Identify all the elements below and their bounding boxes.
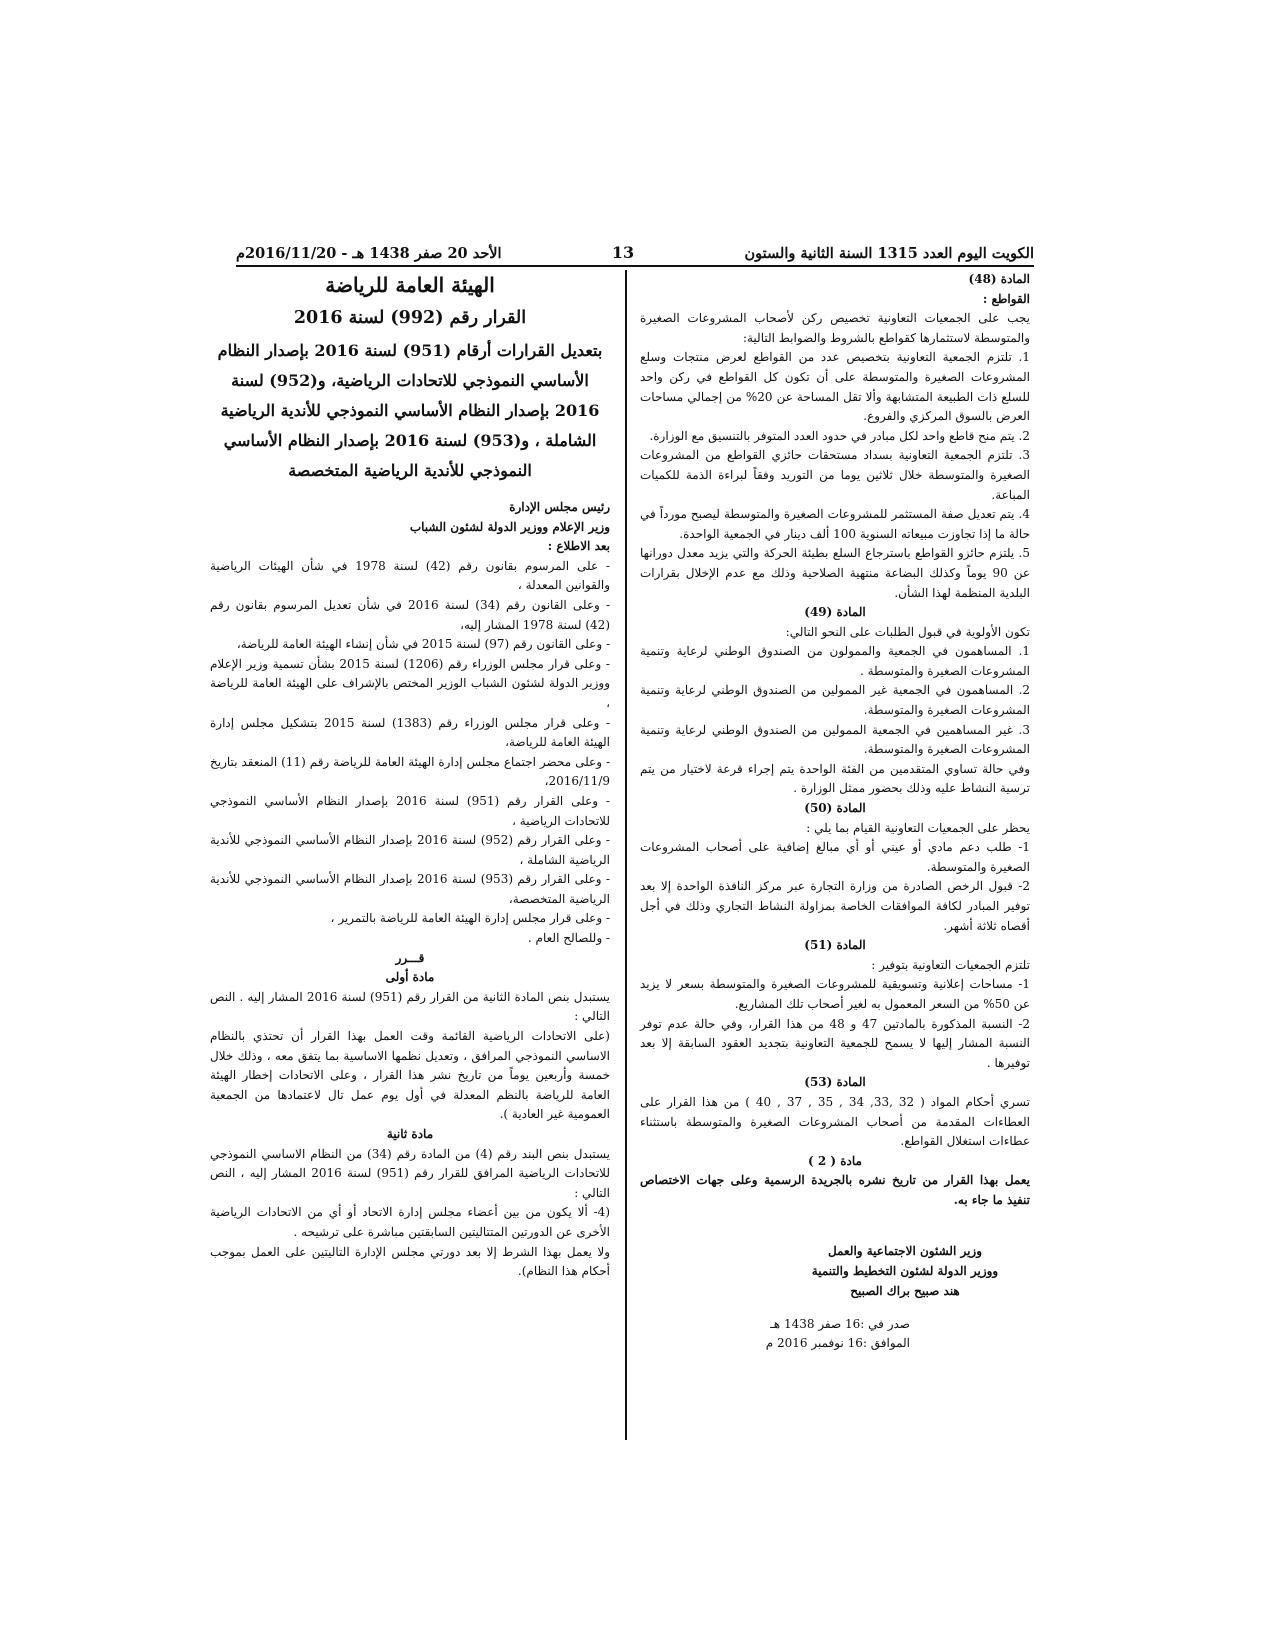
header-date: الأحد 20 صفر 1438 هـ - 2016/11/20م bbox=[236, 245, 502, 262]
list-item: 1. المساهمون في الجمعية والممولون من الصندوق الوطني لرعاية وتنمية المشروعات الصغيرة والمتوسطة . bbox=[640, 644, 1030, 678]
paragraph: (4- ألا يكون من بين أعضاء مجلس إدارة الاتحاد أو أي من الاتحادات الرياضية الأخرى عن الدورتين المتتاليتين السابقتين مباشرة على ترشيحه . bbox=[210, 1205, 610, 1239]
paragraph: يستبدل بنص المادة الثانية من القرار رقم (951) لسنة 2016 المشار إليه . النص التالي : bbox=[210, 989, 611, 1024]
issue-date-hijri: صدر في :16 صفر 1438 هـ bbox=[770, 1316, 910, 1331]
left-column bbox=[210, 270, 610, 1282]
article-heading: المادة (49) bbox=[804, 605, 866, 620]
recital: - وعلى القانون رقم (34) لسنة 2016 في شأن تعديل المرسوم بقانون رقم (42) لسنة 1978 المشار إليه، bbox=[210, 597, 610, 632]
article-heading: المادة (51) bbox=[804, 938, 866, 953]
list-item: 2- قبول الرخص الصادرة من وزارة التجارة عبر مركز النافذة الواحدة إلا بعد توفير المبادر لكافة الموافقات الخاصة بمزاولة النشاط التجاري وذلك في أجل أقصاه ثلاثة أشهر. bbox=[640, 879, 1030, 933]
paragraph: تسري أحكام المواد ( 32 ,33, 34 , 35 , 37 , 40 ) من هذا القرار على العطاءات المقدمة من أصحاب المشروعات الصغيرة والمتوسطة باستثناء عطاءات استغلال القواطع. bbox=[640, 1094, 1030, 1149]
authority-title: الهيئة العامة للرياضة bbox=[325, 273, 495, 297]
list-item: 5. يلتزم حائزو القواطع باسترجاع السلع بطيئة الحركة والتي يزيد معدل دورانها عن 90 يوماً وكذلك البضاعة منتهية الصلاحية وذلك مع عدم الإخلال بقرارات البلدية المنظمة لهذا الشأن. bbox=[640, 546, 1030, 600]
article-heading: المادة (50) bbox=[804, 801, 866, 816]
recital: - وللصالح العام . bbox=[527, 931, 610, 946]
paragraph: ولا يعمل بهذا الشرط إلا بعد دورتي مجلس الإدارة التاليتين على العمل بموجب أحكام هذا النظام). bbox=[210, 1244, 610, 1279]
article-heading: مادة ثانية bbox=[386, 1127, 434, 1141]
paragraph: يستبدل بنص البند رقم (4) من المادة رقم (34) من النظام الاساسي النموذجي للاتحادات الرياضية المرافق للقرار رقم (951) لسنة 2016 المشار إليه ، النص التالي : bbox=[210, 1146, 610, 1200]
issuer-line: رئيس مجلس الإدارة bbox=[509, 500, 610, 514]
recital: - وعلى قرار مجلس إدارة الهيئة العامة للرياضة بالتمرير ، bbox=[330, 911, 610, 926]
list-item: 3. تلتزم الجمعية التعاونية بسداد مستحقات حائزي القواطع من المشروعات الصغيرة والمتوسطة خلال ثلاثين يوما من التوريد وفقاً لبراءة الذمة للكميات المباعة. bbox=[640, 448, 1030, 502]
recital: - وعلى القرار رقم (952) لسنة 2016 بإصدار النظام الأساسي النموذجي للأندية الرياضية الشاملة ، bbox=[210, 833, 610, 867]
paragraph: (على الاتحادات الرياضية القائمة وقت العمل بهذا القرار أن تحتذي بالنظام الاساسي النموذجي المرافق ، وتعديل نظمها الاساسية بما يتفق معه ، وذلك خلال خمسة وأربعين يوماً من تاريخ نشر هذا القرار ، وعلى الاتحادات إخطار الهيئة العامة للرياضة بالنظم المعدلة في أول يوم عمل تال لاعتمادها من الجمعية العمومية غير العادية ). bbox=[210, 1029, 610, 1122]
article-heading: المادة (48) bbox=[968, 272, 1030, 286]
decision-subject: بتعديل القرارات أرقام (951) لسنة 2016 بإصدار النظام الأساسي النموذجي للاتحادات الرياضية، و(952) لسنة 2016 بإصدار النظام الأساسي النموذجي للأندية الرياضية الشاملة ، و(953) لسنة 2016 بإصدار النظام الأساسي النموذجي للأندية الرياضية المتخصصة bbox=[217, 341, 603, 480]
recital: - وعلى القانون رقم (97) لسنة 2015 في شأن إنشاء الهيئة العامة للرياضة، bbox=[236, 637, 610, 652]
signature-block bbox=[780, 1241, 1030, 1301]
decided-heading: قـــرر bbox=[395, 950, 425, 965]
list-item: 2. المساهمون في الجمعية غير الممولين من الصندوق الوطني لرعاية وتنمية المشروعات الصغيرة والمتوسطة. bbox=[640, 683, 1030, 718]
list-item: 1- مساحات إعلانية وتسويقية للمشروعات الصغيرة والمتوسطة بسعر لا يزيد عن 50% من السعر المعمول به لغير أصحاب تلك المشاريع. bbox=[640, 977, 1030, 1011]
paragraph: يحظر على الجمعيات التعاونية القيام بما يلي : bbox=[806, 820, 1030, 835]
paragraph: تكون الأولوية في قبول الطلبات على النحو التالي: bbox=[785, 624, 1030, 639]
paragraph: يجب على الجمعيات التعاونية تخصيص ركن لأصحاب المشروعات الصغيرة والمتوسطة لاستثمارها كقواطع بالشروط والضوابط التالية: bbox=[640, 311, 1030, 345]
list-item: 1. تلتزم الجمعية التعاونية بتخصيص عدد من القواطع لعرض منتجات وسلع المشروعات الصغيرة والمتوسطة على أن تكون كل القواطع في ركن واحد للسلع ذات الطبيعة المتشابهة وألا تقل المساحة عن 20% من إجمالي مساحات العرض بالسوق المركزي والفروع. bbox=[640, 350, 1030, 424]
issue-date-block bbox=[640, 1315, 910, 1354]
preamble-label: بعد الاطلاع : bbox=[547, 539, 610, 554]
recital: - وعلى قرار مجلس الوزراء رقم (1206) لسنة 2015 بشأن تسمية وزير الإعلام ووزير الدولة لشئون الشباب الوزير المختص بالإشراف على الهيئة العامة للرياضة ، bbox=[210, 656, 610, 710]
decision-title: القرار رقم (992) لسنة 2016 bbox=[293, 308, 527, 328]
signature-line: ووزير الدولة لشئون التخطيط والتنمية bbox=[811, 1263, 999, 1278]
recital: - وعلى محضر اجتماع مجلس إدارة الهيئة العامة للرياضة رقم (11) المنعقد بتاريخ 2016/11/9، bbox=[210, 754, 611, 789]
article-heading: مادة ( 2 ) bbox=[808, 1153, 862, 1168]
article-heading: مادة أولى bbox=[385, 970, 435, 985]
right-column bbox=[640, 270, 1030, 1354]
article-heading: المادة (53) bbox=[804, 1075, 866, 1090]
page-number: 13 bbox=[611, 243, 635, 262]
recital: - على المرسوم بقانون رقم (42) لسنة 1978 في شأن الهيئات الرياضية والقوانين المعدلة ، bbox=[210, 558, 610, 593]
column-divider bbox=[625, 270, 627, 1440]
recital: - وعلى القرار رقم (951) لسنة 2016 بإصدار النظام الأساسي النموذجي للاتحادات الرياضية ، bbox=[210, 793, 610, 828]
signature-line: وزير الشئون الاجتماعية والعمل bbox=[827, 1243, 983, 1258]
list-item: 1- طلب دعم مادي أو عيني أو أي مبالغ إضافية على أصحاب المشروعات الصغيرة والمتوسطة. bbox=[640, 840, 1030, 874]
list-item: 3. غير المساهمين في الجمعية الممولين من الصندوق الوطني لرعاية وتنمية المشروعات الصغيرة والمتوسطة. bbox=[640, 722, 1030, 757]
paragraph: تلتزم الجمعيات التعاونية بتوفير : bbox=[871, 957, 1030, 972]
section-label: القواطع : bbox=[982, 291, 1030, 306]
paragraph: يعمل بهذا القرار من تاريخ نشره بالجريدة الرسمية وعلى جهات الاختصاص تنفيذ ما جاء به. bbox=[640, 1173, 1030, 1207]
issue-date-gregorian: الموافق :16 نوفمبر 2016 م bbox=[765, 1336, 910, 1351]
header-issue-info: الكويت اليوم العدد 1315 السنة الثانية والستون bbox=[744, 245, 1034, 262]
paragraph: وفي حالة تساوي المتقدمين من الفئة الواحدة يتم إجراء قرعة لاختيار من يتم ترسية النشاط عليه وذلك بحضور ممثل الوزارة . bbox=[640, 761, 1030, 796]
page-header bbox=[236, 236, 1034, 267]
list-item: 4. يتم تعديل صفة المستثمر للمشروعات الصغيرة والمتوسطة ليصبح مورداً في حالة ما إذا تجاوزت مبيعاته السنوية 100 ألف دينار في الجمعية الواحدة. bbox=[640, 507, 1030, 541]
recital: - وعلى قرار مجلس الوزراء رقم (1383) لسنة 2015 بتشكيل مجلس إدارة الهيئة العامة للرياضة، bbox=[210, 715, 610, 750]
signatory-name: هند صبيح براك الصبيح bbox=[850, 1283, 960, 1298]
list-item: 2- النسبة المذكورة بالمادتين 47 و 48 من هذا القرار، وفي حالة عدم توفر النسبة المشار إليها لا يسمح للجمعية التعاونية بتجديد العقود السابقة إلا بعد توفيرها . bbox=[640, 1016, 1030, 1070]
recital: - وعلى القرار رقم (953) لسنة 2016 بإصدار النظام الأساسي النموذجي للأندية الرياضية المتخصصة، bbox=[210, 872, 610, 906]
issuer-line: وزير الإعلام ووزير الدولة لشئون الشباب bbox=[409, 519, 610, 534]
list-item: 2. يتم منح قاطع واحد لكل مبادر في حدود العدد المتوفر بالتنسيق مع الوزارة. bbox=[649, 428, 1030, 443]
